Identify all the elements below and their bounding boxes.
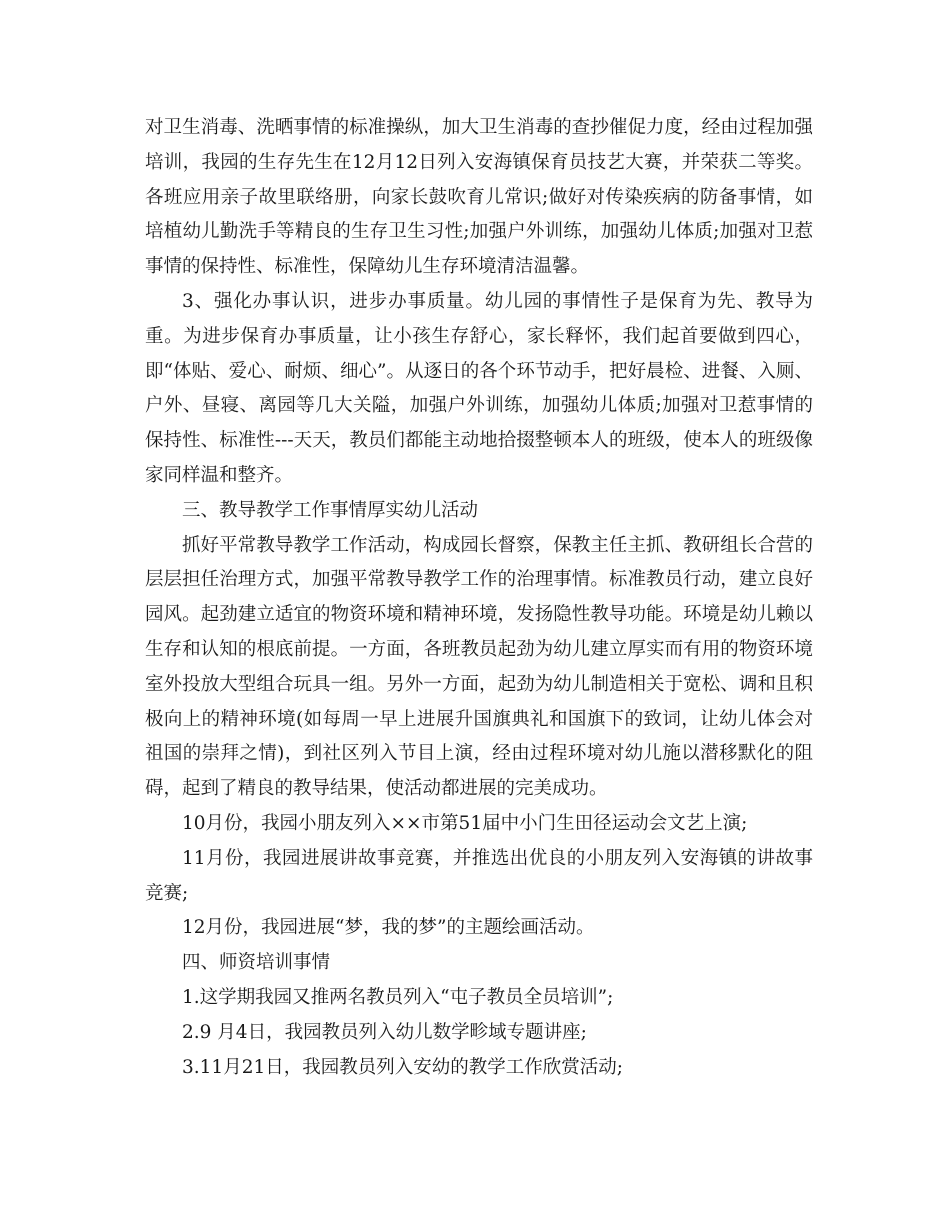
list-item-training-3: 3.11月21日，我园教员列入安幼的教学工作欣赏活动; (182, 1056, 623, 1078)
list-item-training-2: 2.9 月4日，我园教员列入幼儿数学畛域专题讲座; (182, 1021, 587, 1043)
list-item-october: 10月份，我园小朋友列入××市第51届中小门生田径运动会文艺上演; (182, 812, 748, 834)
list-item-december: 12月份，我园进展“梦，我的梦”的主题绘画活动。 (182, 917, 595, 939)
list-item-november: 11月份，我园进展讲故事竞赛，并推选出优良的小朋友列入安海镇的讲故事竞赛; (145, 847, 813, 904)
paragraph-hygiene: 对卫生消毒、洗晒事情的标准操纵，加大卫生消毒的查抄催促力度，经由过程加强培训，我园的生存先生在12月12日列入安海镇保育员技艺大赛，并荣获二等奖。各班应用亲子故里联络册，向家长鼓吹育儿常识;做好对传染疾病的防备事情，如培植幼儿勤洗手等精良的生存卫生习性;加强户外训练，加强幼儿体质;加强对卫惹事情的保持性、标准性，保障幼儿生存环境清洁温馨。 (145, 117, 813, 278)
section-heading-training: 四、师资培训事情 (182, 952, 331, 974)
list-item-training-1: 1.这学期我园又推两名教员列入“屯子教员全员培训”; (182, 986, 614, 1008)
paragraph-teaching-activities: 抓好平常教导教学工作活动，构成园长督察，保教主任主抓、教研组长合营的层层担任治理方式，加强平常教导教学工作的治理事情。标准教员行动，建立良好园风。起劲建立适宜的物资环境和精神环境，发扬隐性教导功能。环境是幼儿赖以生存和认知的根底前提。一方面，各班教员起劲为幼儿建立厚实而有用的物资环境室外投放大型组合玩具一组。另外一方面，起劲为幼儿制造相关于宽松、调和且积极向上的精神环境(如每周一早上进展升国旗典礼和国旗下的致词，让幼儿体会对祖国的崇拜之情)，到社区列入节目上演，经由过程环境对幼儿施以潜移默化的阻碍，起到了精良的教导结果，使活动都进展的完美成功。 (145, 534, 813, 800)
section-heading-teaching: 三、教导教学工作事情厚实幼儿活动 (182, 499, 479, 521)
paragraph-service-quality: 3、强化办事认识，进步办事质量。幼儿园的事情性子是保育为先、教导为重。为进步保育办事质量，让小孩生存舒心，家长释怀，我们起首要做到四心，即“体贴、爱心、耐烦、细心”。从逐日的各个环节动手，把好晨检、进餐、入厕、户外、昼寝、离园等几大关隘，加强户外训练，加强幼儿体质;加强对卫惹事情的保持性、标准性---天天，教员们都能主动地拾掇整顿本人的班级，使本人的班级像家同样温和整齐。 (145, 290, 813, 486)
document-body (145, 111, 813, 1085)
